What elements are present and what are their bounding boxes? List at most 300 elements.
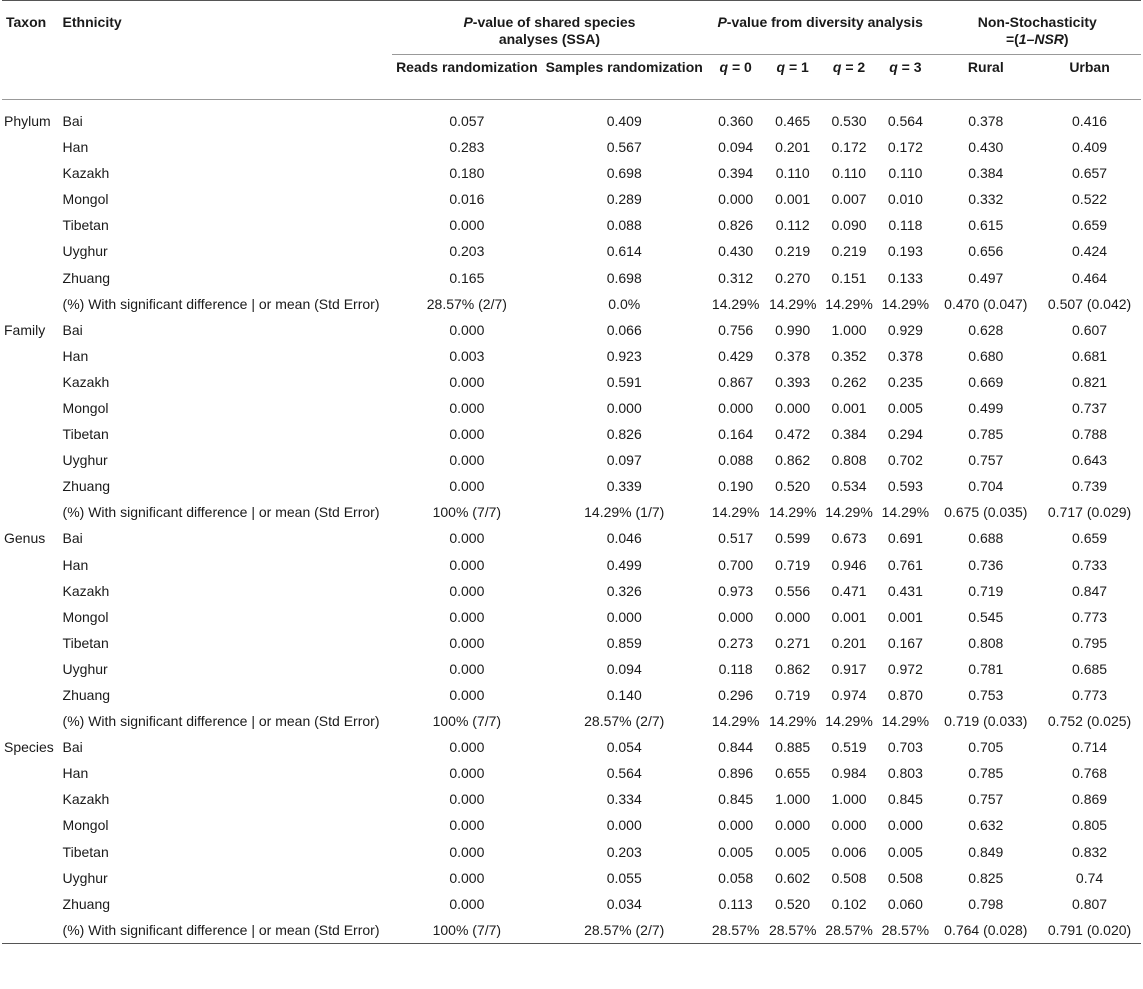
q0-cell: 0.113 (718, 895, 753, 912)
q1-cell: 0.110 (775, 165, 810, 182)
samples-randomization-cell: 0.203 (606, 843, 642, 860)
ethnicity-cell: Han (62, 347, 89, 364)
header-reads-randomization: Reads randomization (396, 59, 538, 75)
table-row (2, 369, 1141, 395)
q1-cell: 0.862 (775, 660, 811, 677)
rural-cell: 0.669 (968, 373, 1004, 390)
samples-randomization-cell: 0.055 (606, 869, 642, 886)
reads-randomization-cell: 0.165 (449, 269, 485, 286)
samples-randomization-cell: 0.000 (606, 608, 642, 625)
ethnicity-cell: Uyghur (62, 869, 108, 886)
q0-cell: 0.296 (718, 687, 754, 704)
urban-cell: 0.409 (1072, 139, 1108, 156)
q0-cell: 0.517 (718, 530, 754, 547)
q2-cell: 0.530 (831, 113, 867, 129)
ethnicity-cell: Kazakh (62, 582, 110, 599)
reads-randomization-cell: 0.003 (449, 347, 485, 364)
urban-cell: 0.807 (1072, 895, 1108, 912)
urban-cell: 0.847 (1072, 582, 1108, 599)
q3-cell: 0.005 (887, 843, 923, 860)
q2-cell: 0.471 (831, 582, 867, 599)
q2-cell: 0.384 (831, 426, 867, 443)
q2-cell: 14.29% (825, 713, 873, 730)
q3-cell: 0.431 (887, 582, 923, 599)
q0-cell: 0.430 (718, 243, 754, 260)
q3-cell: 0.110 (888, 165, 923, 182)
q2-cell: 0.262 (831, 373, 867, 390)
rural-cell: 0.615 (968, 217, 1004, 234)
reads-randomization-cell: 100% (7/7) (432, 504, 502, 521)
q0-cell: 0.094 (718, 139, 754, 156)
ethnicity-cell: Uyghur (62, 452, 108, 469)
taxon-cell (2, 238, 59, 264)
q2-cell: 14.29% (825, 295, 873, 312)
urban-cell: 0.659 (1072, 530, 1108, 547)
table-row (2, 421, 1141, 447)
rural-cell: 0.332 (968, 191, 1004, 208)
header-ethnicity: Ethnicity (62, 14, 122, 30)
table-header (2, 1, 1141, 100)
ethnicity-cell: Mongol (62, 608, 109, 625)
urban-cell: 0.714 (1072, 739, 1108, 756)
q3-cell: 14.29% (881, 295, 930, 312)
q1-cell: 0.520 (775, 895, 811, 912)
samples-randomization-cell: 0.567 (606, 139, 642, 156)
table-row (2, 734, 1141, 760)
q3-cell: 0.870 (887, 687, 923, 704)
urban-cell: 0.773 (1072, 687, 1108, 704)
reads-randomization-cell: 0.000 (449, 321, 485, 338)
ethnicity-cell: Bai (62, 113, 83, 129)
q3-cell: 0.929 (887, 321, 923, 338)
header-q2: q = 2 (832, 59, 866, 75)
header-samples-randomization: Samples randomization (545, 59, 703, 75)
q2-cell: 1.000 (831, 791, 867, 808)
taxon-cell (2, 160, 59, 186)
taxon-cell (2, 134, 59, 160)
q1-cell: 0.556 (775, 582, 811, 599)
taxon-cell (2, 630, 59, 656)
urban-cell: 0.717 (0.029) (1047, 504, 1132, 521)
rural-cell: 0.688 (968, 530, 1004, 547)
samples-randomization-cell: 0.000 (606, 817, 642, 834)
q1-cell: 14.29% (768, 504, 817, 521)
q3-cell: 0.235 (887, 373, 923, 390)
samples-randomization-cell: 0.339 (606, 478, 642, 495)
q3-cell: 0.133 (887, 269, 923, 286)
ethnicity-cell: Han (62, 765, 89, 782)
taxon-cell (2, 865, 59, 891)
q3-cell: 0.378 (887, 347, 923, 364)
q0-cell: 14.29% (711, 504, 760, 521)
samples-randomization-cell: 0.000 (606, 399, 642, 416)
samples-randomization-cell: 0.334 (606, 791, 642, 808)
samples-randomization-cell: 0.097 (606, 452, 642, 469)
q3-cell: 0.005 (887, 399, 923, 416)
samples-randomization-cell: 0.409 (606, 113, 642, 129)
rural-cell: 0.719 (968, 582, 1004, 599)
q1-cell: 0.005 (775, 843, 811, 860)
samples-randomization-cell: 0.698 (606, 269, 642, 286)
samples-randomization-cell: 0.614 (606, 243, 642, 260)
rural-cell: 0.497 (968, 269, 1004, 286)
q0-cell: 0.973 (718, 582, 754, 599)
q3-cell: 0.703 (887, 739, 923, 756)
ethnicity-cell: (%) With significant difference | or mean (Std Error) (59, 917, 393, 944)
q0-cell: 0.867 (718, 373, 754, 390)
ethnicity-cell: Uyghur (62, 243, 108, 260)
urban-cell: 0.773 (1072, 608, 1108, 625)
header-rural: Rural (967, 59, 1004, 75)
reads-randomization-cell: 100% (7/7) (392, 917, 542, 944)
rural-cell: 0.545 (968, 608, 1004, 625)
q1-cell: 0.990 (775, 321, 811, 338)
q2-cell: 0.508 (831, 869, 867, 886)
reads-randomization-cell: 0.283 (449, 139, 485, 156)
ethnicity-cell: Mongol (62, 191, 109, 208)
samples-randomization-cell: 0.591 (606, 373, 642, 390)
ethnicity-cell: Zhuang (62, 687, 111, 704)
reads-randomization-cell: 0.057 (449, 113, 485, 129)
table-row (2, 682, 1141, 708)
q1-cell: 0.000 (775, 817, 811, 834)
reads-randomization-cell: 0.000 (449, 608, 485, 625)
urban-cell: 0.752 (0.025) (1047, 713, 1132, 730)
rural-cell: 0.757 (968, 791, 1004, 808)
q3-cell: 0.702 (887, 452, 923, 469)
rural-cell: 0.632 (968, 817, 1004, 834)
urban-cell: 0.424 (1072, 243, 1108, 260)
ethnicity-cell: (%) With significant difference | or mean (Std Error) (62, 713, 380, 730)
q3-cell: 0.000 (887, 817, 923, 834)
q0-cell: 0.826 (718, 217, 754, 234)
q1-cell: 0.112 (775, 217, 810, 234)
q1-cell: 0.520 (775, 478, 811, 495)
samples-randomization-cell: 0.564 (606, 765, 642, 782)
urban-cell: 0.416 (1072, 113, 1108, 129)
q0-cell: 0.312 (718, 269, 754, 286)
urban-cell: 0.739 (1072, 478, 1108, 495)
urban-cell: 0.768 (1072, 765, 1108, 782)
q0-cell: 0.896 (718, 765, 754, 782)
urban-cell: 0.788 (1072, 426, 1108, 443)
ethnicity-cell: Uyghur (62, 660, 108, 677)
q1-cell: 1.000 (775, 791, 811, 808)
rural-cell: 0.785 (968, 765, 1004, 782)
table-row (2, 708, 1141, 734)
q1-cell: 0.000 (775, 399, 811, 416)
rural-cell: 0.785 (968, 426, 1004, 443)
urban-cell: 0.659 (1072, 217, 1108, 234)
rural-cell: 0.757 (968, 452, 1004, 469)
q3-cell: 0.167 (887, 634, 923, 651)
q1-cell: 0.599 (775, 530, 811, 547)
table-row (2, 160, 1141, 186)
table-row (2, 604, 1141, 630)
taxon-cell (2, 291, 59, 317)
q1-cell: 0.719 (775, 687, 811, 704)
table-row (2, 891, 1141, 917)
rural-cell: 0.736 (968, 556, 1004, 573)
samples-randomization-cell: 0.826 (606, 426, 642, 443)
q2-cell: 0.352 (831, 347, 867, 364)
table-row (2, 395, 1141, 421)
ethnicity-cell: Zhuang (62, 478, 111, 495)
urban-cell: 0.643 (1072, 452, 1108, 469)
q0-cell: 0.844 (718, 739, 754, 756)
ethnicity-cell: Tibetan (62, 634, 109, 651)
q2-cell: 0.151 (831, 269, 867, 286)
reads-randomization-cell: 0.000 (449, 687, 485, 704)
q3-cell: 0.564 (887, 113, 923, 129)
q2-cell: 0.001 (831, 608, 867, 625)
q0-cell: 0.360 (718, 113, 754, 129)
rural-cell: 0.753 (968, 687, 1004, 704)
reads-randomization-cell: 0.000 (449, 869, 485, 886)
taxon-cell (2, 369, 59, 395)
rural-cell: 0.825 (968, 869, 1004, 886)
ethnicity-cell: (%) With significant difference | or mean (Std Error) (62, 295, 380, 312)
q2-cell: 0.007 (831, 191, 867, 208)
table-row (2, 238, 1141, 264)
urban-cell: 0.74 (1075, 869, 1104, 886)
table-row (2, 186, 1141, 212)
q1-cell: 14.29% (768, 295, 817, 312)
q0-cell: 0.000 (718, 608, 754, 625)
ethnicity-cell: Bai (62, 530, 83, 547)
q3-cell: 0.508 (887, 869, 923, 886)
taxon-cell (2, 499, 59, 525)
q2-cell: 0.808 (831, 452, 867, 469)
reads-randomization-cell: 0.000 (449, 843, 485, 860)
reads-randomization-cell: 0.000 (449, 556, 485, 573)
taxon-cell (2, 839, 59, 865)
q1-cell: 0.655 (775, 765, 811, 782)
q3-cell: 0.060 (887, 895, 923, 912)
q2-cell: 0.534 (831, 478, 867, 495)
q2-cell: 0.006 (831, 843, 867, 860)
rural-cell: 0.705 (968, 739, 1004, 756)
q0-cell: 0.088 (718, 452, 754, 469)
table-row (2, 578, 1141, 604)
urban-cell: 0.685 (1072, 660, 1108, 677)
samples-randomization-cell: 0.326 (606, 582, 642, 599)
table-row (2, 865, 1141, 891)
q0-cell: 0.000 (718, 191, 754, 208)
q1-cell: 0.719 (775, 556, 811, 573)
rural-cell: 0.499 (968, 399, 1004, 416)
q1-cell: 0.602 (775, 869, 811, 886)
taxon-cell (2, 708, 59, 734)
q2-cell: 14.29% (825, 504, 873, 521)
ethnicity-cell: Han (62, 139, 89, 156)
samples-randomization-cell: 0.088 (606, 217, 642, 234)
samples-randomization-cell: 0.054 (606, 739, 642, 756)
q3-cell: 14.29% (881, 713, 930, 730)
q2-cell: 0.000 (831, 817, 867, 834)
rural-cell: 0.384 (968, 165, 1004, 182)
q2-cell: 0.984 (831, 765, 867, 782)
taxon-cell (2, 578, 59, 604)
q3-cell: 14.29% (881, 504, 930, 521)
q2-cell: 0.201 (831, 634, 867, 651)
table-row (2, 291, 1141, 317)
q2-cell: 0.219 (831, 243, 867, 260)
header-q3: q = 3 (889, 59, 922, 75)
q2-cell: 0.946 (831, 556, 867, 573)
taxon-cell (2, 395, 59, 421)
q3-cell: 0.803 (887, 765, 923, 782)
header-diversity-group: P-value from diversity analysis (707, 1, 934, 55)
q1-cell: 0.472 (775, 426, 811, 443)
table-row (2, 812, 1141, 838)
reads-randomization-cell: 0.000 (449, 660, 485, 677)
q2-cell: 0.172 (831, 139, 867, 156)
taxon-cell (2, 447, 59, 473)
q2-cell: 1.000 (831, 321, 867, 338)
q0-cell: 14.29% (711, 295, 760, 312)
taxon-cell: Family (4, 321, 46, 338)
table-row (2, 212, 1141, 238)
ethnicity-cell: Tibetan (62, 843, 109, 860)
ethnicity-cell: Mongol (62, 817, 109, 834)
taxon-cell (2, 656, 59, 682)
urban-cell: 0.821 (1072, 373, 1108, 390)
samples-randomization-cell: 0.094 (606, 660, 642, 677)
q3-cell: 0.593 (887, 478, 923, 495)
q1-cell: 0.270 (775, 269, 811, 286)
taxon-cell (2, 186, 59, 212)
q1-cell: 0.219 (775, 243, 811, 260)
reads-randomization-cell: 0.000 (449, 739, 485, 756)
reads-randomization-cell: 0.000 (449, 217, 485, 234)
reads-randomization-cell: 0.016 (449, 191, 485, 208)
table-row (2, 264, 1141, 290)
q2-cell: 0.917 (831, 660, 867, 677)
ethnicity-cell: Kazakh (62, 373, 110, 390)
reads-randomization-cell: 0.000 (449, 895, 485, 912)
urban-cell: 0.791 (0.020) (1038, 917, 1141, 944)
urban-cell: 0.832 (1072, 843, 1108, 860)
urban-cell: 0.869 (1072, 791, 1108, 808)
samples-randomization-cell: 0.140 (606, 687, 642, 704)
rural-cell: 0.656 (968, 243, 1004, 260)
urban-cell: 0.522 (1072, 191, 1108, 208)
reads-randomization-cell: 28.57% (2/7) (426, 295, 507, 312)
q1-cell: 28.57% (765, 917, 821, 944)
reads-randomization-cell: 0.000 (449, 791, 485, 808)
q3-cell: 0.172 (887, 139, 923, 156)
q3-cell: 0.294 (887, 426, 923, 443)
table-row (2, 552, 1141, 578)
q2-cell: 0.974 (831, 687, 867, 704)
samples-randomization-cell: 14.29% (1/7) (584, 504, 665, 521)
rural-cell: 0.430 (968, 139, 1004, 156)
q0-cell: 14.29% (711, 713, 760, 730)
table-row (2, 447, 1141, 473)
taxon-cell (2, 473, 59, 499)
samples-randomization-cell: 0.499 (606, 556, 642, 573)
q0-cell: 28.57% (707, 917, 765, 944)
table-row (2, 100, 1141, 135)
q1-cell: 0.862 (775, 452, 811, 469)
taxon-cell (2, 812, 59, 838)
q3-cell: 0.001 (887, 608, 923, 625)
q1-cell: 0.378 (775, 347, 811, 364)
urban-cell: 0.737 (1072, 399, 1108, 416)
reads-randomization-cell: 0.000 (449, 817, 485, 834)
q2-cell: 0.102 (831, 895, 867, 912)
q1-cell: 0.271 (775, 634, 811, 651)
q1-cell: 0.000 (775, 608, 811, 625)
q0-cell: 0.118 (718, 660, 753, 677)
results-table (2, 0, 1141, 944)
reads-randomization-cell: 0.000 (449, 634, 485, 651)
q0-cell: 0.429 (718, 347, 754, 364)
samples-randomization-cell: 28.57% (2/7) (542, 917, 707, 944)
q0-cell: 0.700 (718, 556, 754, 573)
urban-cell: 0.805 (1072, 817, 1108, 834)
q0-cell: 0.000 (718, 399, 754, 416)
urban-cell: 0.507 (0.042) (1047, 295, 1132, 312)
q0-cell: 0.190 (718, 478, 754, 495)
table-row (2, 786, 1141, 812)
table-row (2, 525, 1141, 551)
ethnicity-cell: Kazakh (62, 791, 110, 808)
rural-cell: 0.675 (0.035) (944, 504, 1028, 521)
ethnicity-cell: Zhuang (62, 269, 111, 286)
q0-cell: 0.164 (718, 426, 754, 443)
table-row (2, 839, 1141, 865)
taxon-cell (2, 682, 59, 708)
rural-cell: 0.704 (968, 478, 1004, 495)
table-body (2, 100, 1141, 944)
reads-randomization-cell: 0.203 (449, 243, 485, 260)
ethnicity-cell: Tibetan (62, 217, 109, 234)
q3-cell: 0.761 (887, 556, 923, 573)
q1-cell: 14.29% (768, 713, 817, 730)
taxon-cell (2, 917, 59, 944)
q0-cell: 0.273 (718, 634, 754, 651)
reads-randomization-cell: 0.000 (449, 582, 485, 599)
taxon-cell: Genus (4, 530, 46, 547)
q0-cell: 0.058 (718, 869, 754, 886)
ethnicity-cell: Bai (62, 321, 83, 338)
taxon-cell (2, 786, 59, 812)
samples-randomization-cell: 0.289 (606, 191, 642, 208)
rural-cell: 0.781 (968, 660, 1004, 677)
rural-cell: 0.764 (0.028) (934, 917, 1039, 944)
table-row (2, 473, 1141, 499)
rural-cell: 0.628 (968, 321, 1004, 338)
q3-cell: 0.972 (887, 660, 923, 677)
header-ssa-group: P-value of shared species analyses (SSA) (392, 1, 707, 55)
taxon-cell (2, 421, 59, 447)
ethnicity-cell: Han (62, 556, 89, 573)
taxon-cell: Phylum (4, 113, 51, 129)
q3-cell: 0.193 (887, 243, 923, 260)
q1-cell: 0.201 (775, 139, 811, 156)
q3-cell: 0.845 (887, 791, 923, 808)
reads-randomization-cell: 0.000 (449, 373, 485, 390)
rural-cell: 0.470 (0.047) (944, 295, 1028, 312)
table-row (2, 317, 1141, 343)
urban-cell: 0.733 (1072, 556, 1108, 573)
reads-randomization-cell: 0.000 (449, 478, 485, 495)
q2-cell: 0.001 (831, 399, 867, 416)
ethnicity-cell: (%) With significant difference | or mean (Std Error) (62, 504, 380, 521)
taxon-cell (2, 264, 59, 290)
